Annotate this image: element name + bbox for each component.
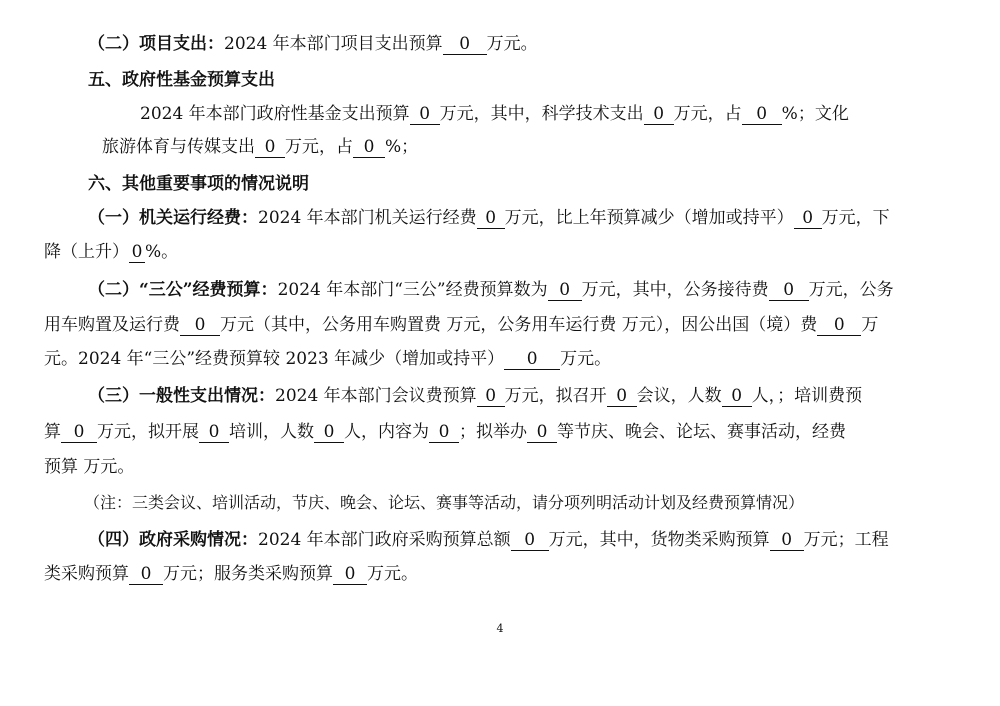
blank-value: 0 <box>477 209 505 229</box>
three-public-line-2: 用车购置及运行费 0 万元（其中，公务用车购置费 万元，公务用车运行费 万元），因公出国（境）费 0 万 <box>44 315 879 335</box>
blank-value: 0 <box>769 281 809 301</box>
section-label: （二）“三公”经费预算： <box>88 280 278 300</box>
fund-line-1: 2024 年本部门政府性基金支出预算 0 万元，其中，科学技术支出 0 万元，占 0 %；文化 <box>140 104 849 124</box>
blank-value: 0 <box>333 565 367 585</box>
blank-value: 0 <box>644 105 674 125</box>
blank-value: 0 <box>180 316 220 336</box>
blank-value: 0 <box>129 565 163 585</box>
blank-value: 0 <box>527 423 557 443</box>
note-line: （注：三类会议、培训活动，节庆、晚会、论坛、赛事等活动，请分项列明活动计划及经费预算情况） <box>84 493 805 512</box>
blank-value: 0 <box>511 531 549 551</box>
section-label: （四）政府采购情况： <box>88 530 258 550</box>
blank-value: 0 <box>742 105 782 125</box>
blank-value: 0 <box>199 423 229 443</box>
general-expense-line-3: 预算 万元。 <box>44 457 135 477</box>
general-expense-line-1: （三）一般性支出情况：2024 年本部门会议费预算 0 万元，拟召开 0 会议，人数 0 人，；培训费预 <box>88 386 863 406</box>
blank-value: 0 <box>314 423 344 443</box>
blank-value: 0 <box>410 105 440 125</box>
blank-value: 0 <box>770 531 804 551</box>
operating-cost-line-2: 降（上升） 0 %。 <box>44 242 179 262</box>
section-label: （二）项目支出： <box>88 34 224 54</box>
blank-value: 0 <box>722 387 752 407</box>
project-expenditure-line: （二）项目支出：2024 年本部门项目支出预算 0 万元。 <box>88 34 538 54</box>
blank-value: 0 <box>794 209 822 229</box>
blank-value: 0 <box>353 138 385 158</box>
section-label: （三）一般性支出情况： <box>88 386 275 406</box>
procurement-line-2: 类采购预算 0 万元；服务类采购预算 0 万元。 <box>44 564 418 584</box>
blank-value: 0 <box>548 281 582 301</box>
blank-value: 0 <box>504 350 560 370</box>
heading-six: 六、其他重要事项的情况说明 <box>88 174 309 194</box>
fund-line-2: 旅游体育与传媒支出 0 万元，占 0 %； <box>102 137 419 157</box>
operating-cost-line-1: （一）机关运行经费：2024 年本部门机关运行经费 0 万元，比上年预算减少（增加或持平） 0 万元，下 <box>88 208 890 228</box>
three-public-line-3: 元。2024 年“三公”经费预算较 2023 年减少（增加或持平） 0 万元。 <box>44 349 612 369</box>
blank-value: 0 <box>443 35 487 55</box>
page-number: 4 <box>496 622 504 635</box>
blank-value: 0 <box>817 316 861 336</box>
procurement-line-1: （四）政府采购情况：2024 年本部门政府采购预算总额 0 万元，其中，货物类采购预算 0 万元；工程 <box>88 530 889 550</box>
blank-value: 0 <box>61 423 97 443</box>
heading-five: 五、政府性基金预算支出 <box>88 70 275 90</box>
general-expense-line-2: 算 0 万元，拟开展 0 培训，人数 0 人，内容为 0 ；拟举办 0 等节庆、晚会、论坛、赛事活动，经费 <box>44 422 846 442</box>
three-public-line-1: （二）“三公”经费预算：2024 年本部门“三公”经费预算数为 0 万元，其中，公务接待费 0 万元，公务 <box>88 280 894 300</box>
blank-value: 0 <box>607 387 637 407</box>
section-label: （一）机关运行经费： <box>88 208 258 228</box>
blank-value: 0 <box>255 138 285 158</box>
blank-value: 0 <box>429 423 459 443</box>
blank-value: 0 <box>129 243 145 263</box>
blank-value: 0 <box>477 387 505 407</box>
